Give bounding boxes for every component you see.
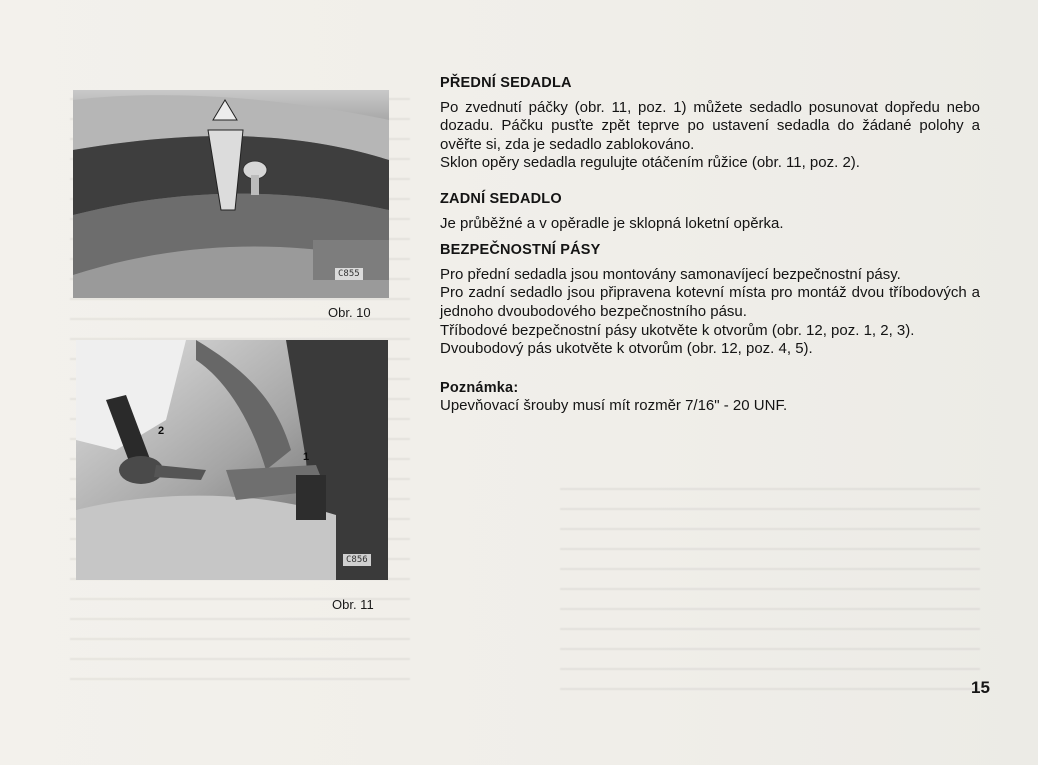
figure-10-caption: Obr. 10 (328, 305, 371, 320)
note-heading: Poznámka: (440, 379, 519, 396)
seat-belts-paragraph-3: Tříbodové bezpečnostní pásy ukotvěte k otvorům (obr. 12, poz. 1, 2, 3). (440, 321, 915, 339)
rear-seat-paragraph: Je průběžné a v opěradle je sklopná loketní opěrka. (440, 214, 784, 232)
figure-10-code: C855 (335, 268, 363, 280)
note-text: Upevňovací šrouby musí mít rozměr 7/16" - 20 UNF. (440, 397, 788, 415)
figure-11-caption: Obr. 11 (332, 597, 374, 612)
seat-belts-paragraph-4: Dvoubodový pás ukotvěte k otvorům (obr. 12, poz. 4, 5). (440, 340, 813, 358)
front-seats-paragraph-2: Sklon opěry sedadla regulujte otáčením růžice (obr. 11, poz. 2). (440, 154, 860, 172)
page-number: 15 (971, 678, 990, 697)
seat-belts-paragraph-1: Pro přední sedadla jsou montovány samonavíjecí bezpečnostní pásy. (440, 265, 901, 283)
text-column (440, 74, 980, 416)
figure-11-photo (76, 340, 388, 580)
section-heading-rear-seat: ZADNÍ SEDADLO (440, 190, 562, 207)
section-heading-seat-belts: BEZPEČNOSTNÍ PÁSY (440, 242, 601, 259)
figure-11-code: C856 (343, 554, 371, 566)
figure-11-callout-2: 2 (158, 425, 165, 437)
seat-belts-paragraph-2: Pro zadní sedadlo jsou připravena kotevní místa pro montáž dvou tříbodových a jednoho dvoubodového bezpečnostního pásu. (440, 284, 980, 320)
front-seats-paragraph-1: Po zvednutí páčky (obr. 11, poz. 1) můžete sedadlo posunovat dopředu nebo dozadu. Páčku pusťte zpět teprve po ustavení sedadla do žádané polohy a ověřte si, zda je sedadlo zablokováno. (440, 98, 980, 153)
figure-11-callout-1: 1 (303, 451, 310, 463)
section-heading-front-seats: PŘEDNÍ SEDADLA (440, 75, 572, 91)
figure-10-photo (73, 90, 389, 298)
bleed-through-right (560, 470, 980, 690)
